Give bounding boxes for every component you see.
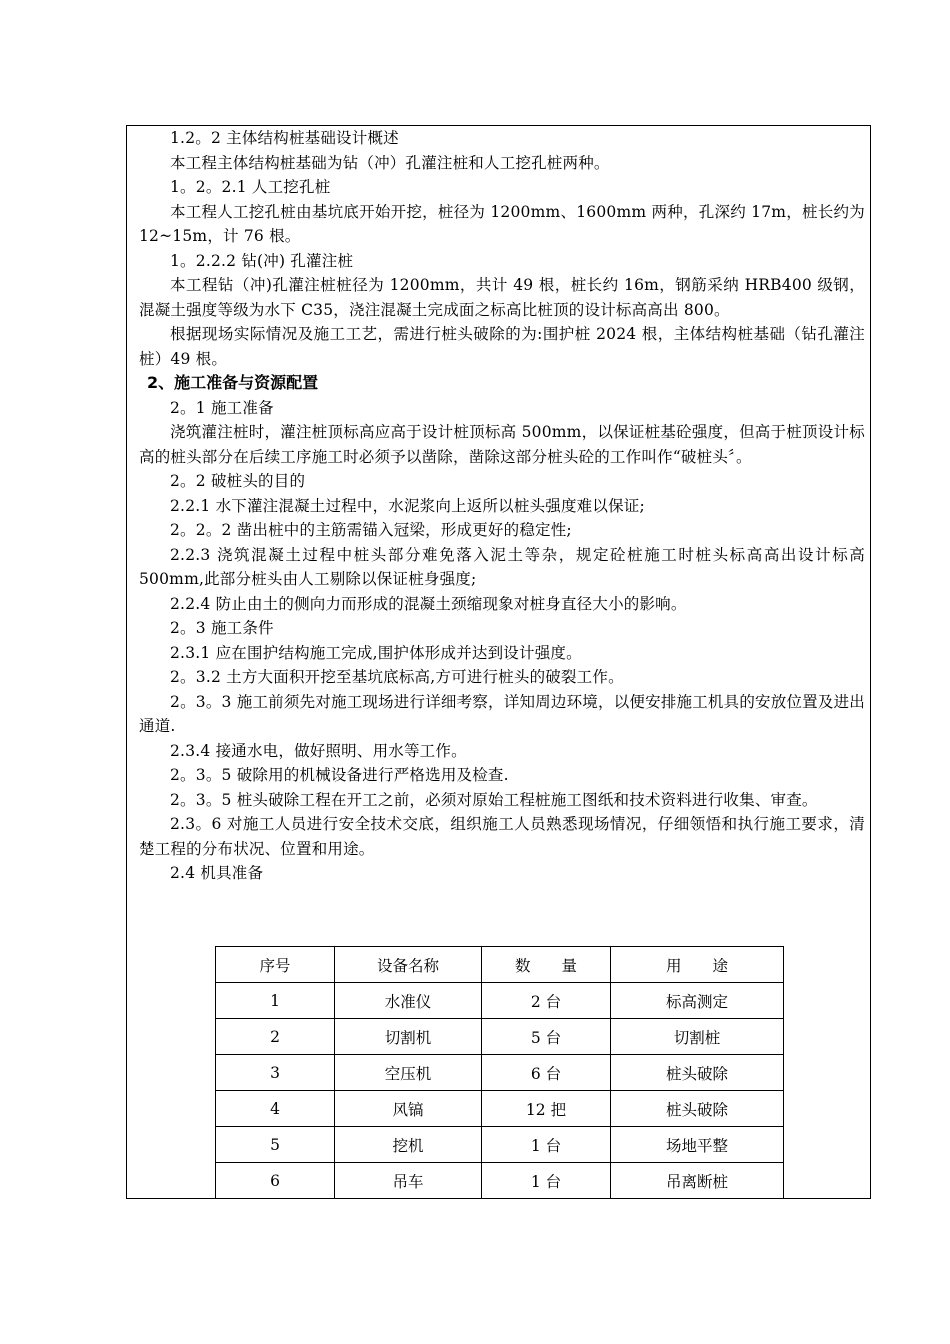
table-row — [216, 1055, 784, 1091]
paragraph: 2。3.2 土方大面积开挖至基坑底标高,方可进行桩头的破裂工作。 — [170, 668, 624, 686]
table-cell: 6 — [216, 1163, 335, 1199]
table-cell: 2 — [216, 1019, 335, 1055]
table-cell: 风镐 — [335, 1091, 482, 1127]
table-row — [216, 1163, 784, 1199]
table-row — [216, 1127, 784, 1163]
table-row — [216, 1019, 784, 1055]
paragraph: 本工程主体结构桩基础为钻（冲）孔灌注桩和人工挖孔桩两种。 — [170, 153, 610, 172]
table-cell: 3 — [216, 1055, 335, 1091]
table-cell: 6 台 — [482, 1055, 611, 1091]
table-cell: 吊车 — [335, 1163, 482, 1199]
paragraph: 本工程钻（冲)孔灌注桩桩径为 1200mm，共计 49 根，桩长约 16m，钢筋采纳 HRB400 级钢，混凝土强度等级为水下 C35，浇注混凝土完成面之标高比桩顶的设计标高高出 800。 — [139, 276, 865, 319]
paragraph: 本工程人工挖孔桩由基坑底开始开挖，桩径为 1200mm、1600mm 两种，孔深约 17m，桩长约为 12~15m，计 76 根。 — [139, 202, 865, 245]
paragraph: 2。2。2 凿出桩中的主筋需锚入冠梁，形成更好的稳定性; — [170, 521, 572, 539]
document-body — [139, 126, 865, 886]
paragraph: 1.2。2 主体结构桩基础设计概述 — [170, 129, 399, 147]
table-header-cell: 序号 — [216, 947, 335, 983]
table-row — [216, 983, 784, 1019]
table-cell: 4 — [216, 1091, 335, 1127]
table-header-cell: 数 量 — [482, 947, 611, 983]
table-cell: 挖机 — [335, 1127, 482, 1163]
table-header-row — [216, 947, 784, 983]
paragraph: 2.2.4 防止由土的侧向力而形成的混凝土颈缩现象对桩身直径大小的影响。 — [170, 594, 687, 613]
table-cell: 1 — [216, 983, 335, 1019]
paragraph: 根据现场实际情况及施工工艺，需进行桩头破除的为:围护桩 2024 根，主体结构桩基础（钻孔灌注桩）49 根。 — [139, 325, 865, 368]
paragraph: 1。2。2.1 人工挖孔桩 — [170, 178, 331, 196]
paragraph: 2.3。6 对施工人员进行安全技术交底，组织施工人员熟悉现场情况，仔细领悟和执行施工要求，清楚工程的分布状况、位置和用途。 — [139, 815, 865, 858]
paragraph: 2。2 破桩头的目的 — [170, 472, 306, 490]
table-cell: 桩头破除 — [611, 1091, 784, 1127]
paragraph: 2.4 机具准备 — [170, 864, 264, 882]
table-cell: 空压机 — [335, 1055, 482, 1091]
paragraph: 2。3。3 施工前须先对施工现场进行详细考察，详知周边环境，以便安排施工机具的安放位置及进出通道. — [139, 692, 865, 735]
table-cell: 12 把 — [482, 1091, 611, 1127]
paragraph: 2。3。5 破除用的机械设备进行严格选用及检查. — [170, 766, 509, 784]
equipment-table — [215, 946, 784, 1199]
table-cell: 1 台 — [482, 1163, 611, 1199]
table-cell: 切割机 — [335, 1019, 482, 1055]
table-cell: 5 台 — [482, 1019, 611, 1055]
table-cell: 水准仪 — [335, 983, 482, 1019]
table-row — [216, 1091, 784, 1127]
table-cell: 1 台 — [482, 1127, 611, 1163]
section-heading: 2、施工准备与资源配置 — [147, 373, 319, 392]
table-header-cell: 用 途 — [611, 947, 784, 983]
paragraph: 2.2.1 水下灌注混凝土过程中，水泥浆向上返所以桩头强度难以保证; — [170, 496, 645, 515]
paragraph: 2.2.3 浇筑混凝土过程中桩头部分难免落入泥土等杂，规定砼桩施工时桩头标高高出设计标高 500mm,此部分桩头由人工剔除以保证桩身强度; — [139, 545, 865, 588]
paragraph: 2。1 施工准备 — [170, 398, 274, 417]
table-cell: 桩头破除 — [611, 1055, 784, 1091]
paragraph: 2.3.4 接通水电，做好照明、用水等工作。 — [170, 741, 467, 760]
table-cell: 标高测定 — [611, 983, 784, 1019]
paragraph: 2。3 施工条件 — [170, 619, 274, 637]
table-cell: 场地平整 — [611, 1127, 784, 1163]
paragraph: 2.3.1 应在围护结构施工完成,围护体形成并达到设计强度。 — [170, 643, 582, 662]
table-cell: 切割桩 — [611, 1019, 784, 1055]
table-cell: 2 台 — [482, 983, 611, 1019]
table-cell: 吊离断桩 — [611, 1163, 784, 1199]
paragraph: 1。2.2.2 钻(冲) 孔灌注桩 — [170, 251, 354, 270]
document-frame — [126, 125, 871, 1199]
table-cell: 5 — [216, 1127, 335, 1163]
paragraph: 浇筑灌注桩时，灌注桩顶标高应高于设计桩顶标高 500mm，以保证桩基砼强度，但高于桩顶设计标高的桩头部分在后续工序施工时必须予以凿除，凿除这部分桩头砼的工作叫作“破桩头〞。 — [139, 423, 865, 466]
paragraph: 2。3。5 桩头破除工程在开工之前，必须对原始工程桩施工图纸和技术资料进行收集、审查。 — [170, 790, 818, 809]
table-header-cell: 设备名称 — [335, 947, 482, 983]
